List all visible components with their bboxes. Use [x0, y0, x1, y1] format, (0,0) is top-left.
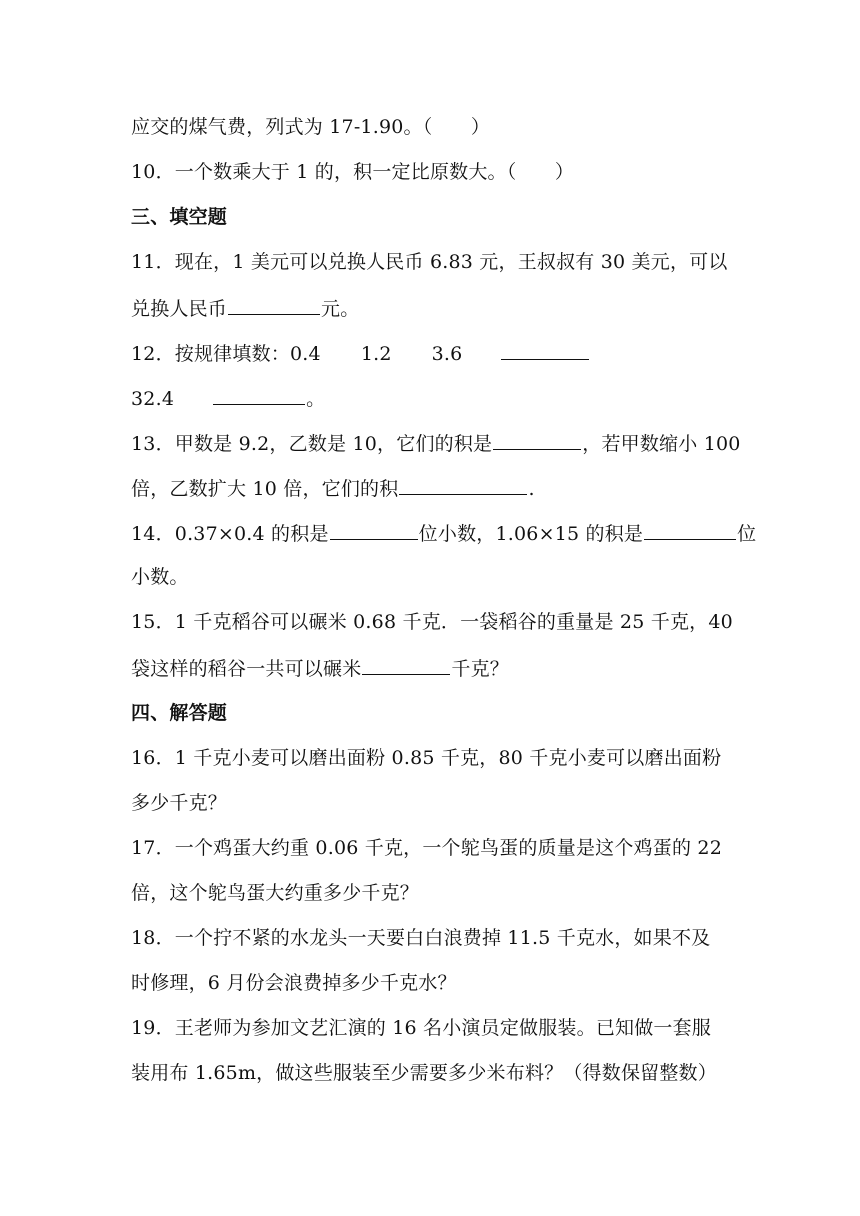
- q14-line2: [131, 565, 189, 589]
- q11-text-post: 元。: [321, 298, 360, 320]
- section-title: 四、解答题: [131, 702, 228, 724]
- q13-text-pre: 13．甲数是 9.2，乙数是 10，它们的积是: [131, 433, 493, 455]
- q19-line2: [131, 1061, 717, 1085]
- q19-text-end: 装用布 1.65m，做这些服装至少需要多少米布料？（得数保留整数）: [131, 1062, 717, 1084]
- q15-answer-blank[interactable]: [362, 655, 450, 675]
- q11-line1: [131, 250, 728, 274]
- q17-line1: [131, 836, 722, 860]
- q14-answer-blank-2[interactable]: [644, 520, 736, 540]
- q12-answer-blank-1[interactable]: [501, 340, 589, 360]
- q17-line2: [131, 881, 419, 905]
- q11-text: 11．现在，1 美元可以兑换人民币 6.83 元，王叔叔有 30 美元，可以: [131, 251, 728, 273]
- q9-continuation: [131, 115, 490, 139]
- q16-line1: [131, 746, 721, 770]
- q14-text-pre: 14．0.37×0.4 的积是: [131, 523, 329, 545]
- q12-line1: [131, 340, 590, 366]
- q17-text-end: 倍，这个鸵鸟蛋大约重多少千克？: [131, 882, 420, 904]
- q12-text-pre: 12．按规律填数：: [131, 343, 290, 365]
- q12-line2: [131, 385, 325, 411]
- q16-text-end: 多少千克？: [131, 792, 228, 814]
- q18-line1: [131, 926, 710, 950]
- q18-text: 18．一个拧不紧的水龙头一天要白白浪费掉 11.5 千克水，如果不及: [131, 927, 711, 949]
- q15-text-post: 千克？: [451, 658, 510, 680]
- q16-line2: [131, 791, 227, 815]
- q15-line2: [131, 655, 509, 681]
- q10: [131, 160, 574, 184]
- q13-answer-blank-1[interactable]: [493, 430, 581, 450]
- q11-line2: [131, 295, 359, 321]
- q10-text: 10．一个数乘大于 1 的，积一定比原数大。（ ）: [131, 161, 575, 183]
- q12-answer-blank-2[interactable]: [213, 385, 305, 405]
- q16-text: 16．1 千克小麦可以磨出面粉 0.85 千克，80 千克小麦可以磨出面粉: [131, 747, 722, 769]
- q13-text-post-2: .: [528, 478, 535, 500]
- q15-text: 15．1 千克稻谷可以碾米 0.68 千克．一袋稻谷的重量是 25 千克，40: [131, 611, 733, 633]
- section-title: 三、填空题: [131, 206, 228, 228]
- q12-number-2: 1.2: [360, 343, 392, 365]
- q9-text: 应交的煤气费，列式为 17-1.90。（ ）: [131, 116, 491, 138]
- q12-number-5: 32.4: [131, 388, 175, 410]
- q14-text-post: 位: [737, 523, 757, 545]
- q13-line1: [131, 430, 741, 456]
- q18-line2: [131, 971, 457, 995]
- q13-text-post: ，若甲数缩小 100: [582, 433, 741, 455]
- q15-line1: [131, 610, 733, 634]
- q19-line1: [131, 1016, 711, 1040]
- section-heading-word-problems: [131, 701, 227, 725]
- q19-text: 19．王老师为参加文艺汇演的 16 名小演员定做服装。已知做一套服: [131, 1017, 712, 1039]
- q14-text-mid: 位小数，1.06×15 的积是: [418, 523, 644, 545]
- q13-text-pre-2: 倍，乙数扩大 10 倍，它们的积: [131, 478, 399, 500]
- q17-text: 17．一个鸡蛋大约重 0.06 千克，一个鸵鸟蛋的质量是这个鸡蛋的 22: [131, 837, 722, 859]
- q12-text-post: 。: [306, 388, 326, 410]
- q11-text-pre: 兑换人民币: [131, 298, 228, 320]
- q12-number-3: 3.6: [431, 343, 463, 365]
- q13-line2: [131, 475, 535, 501]
- q14-text-end: 小数。: [131, 566, 189, 588]
- q12-number-1: 0.4: [289, 343, 321, 365]
- q15-text-pre: 袋这样的稻谷一共可以碾米: [131, 658, 362, 680]
- q13-answer-blank-2[interactable]: [399, 475, 527, 495]
- section-heading-fill-in: [131, 205, 227, 229]
- q14-answer-blank-1[interactable]: [330, 520, 418, 540]
- q14-line1: [131, 520, 756, 546]
- q11-answer-blank[interactable]: [228, 295, 320, 315]
- q18-text-end: 时修理，6 月份会浪费掉多少千克水？: [131, 972, 457, 994]
